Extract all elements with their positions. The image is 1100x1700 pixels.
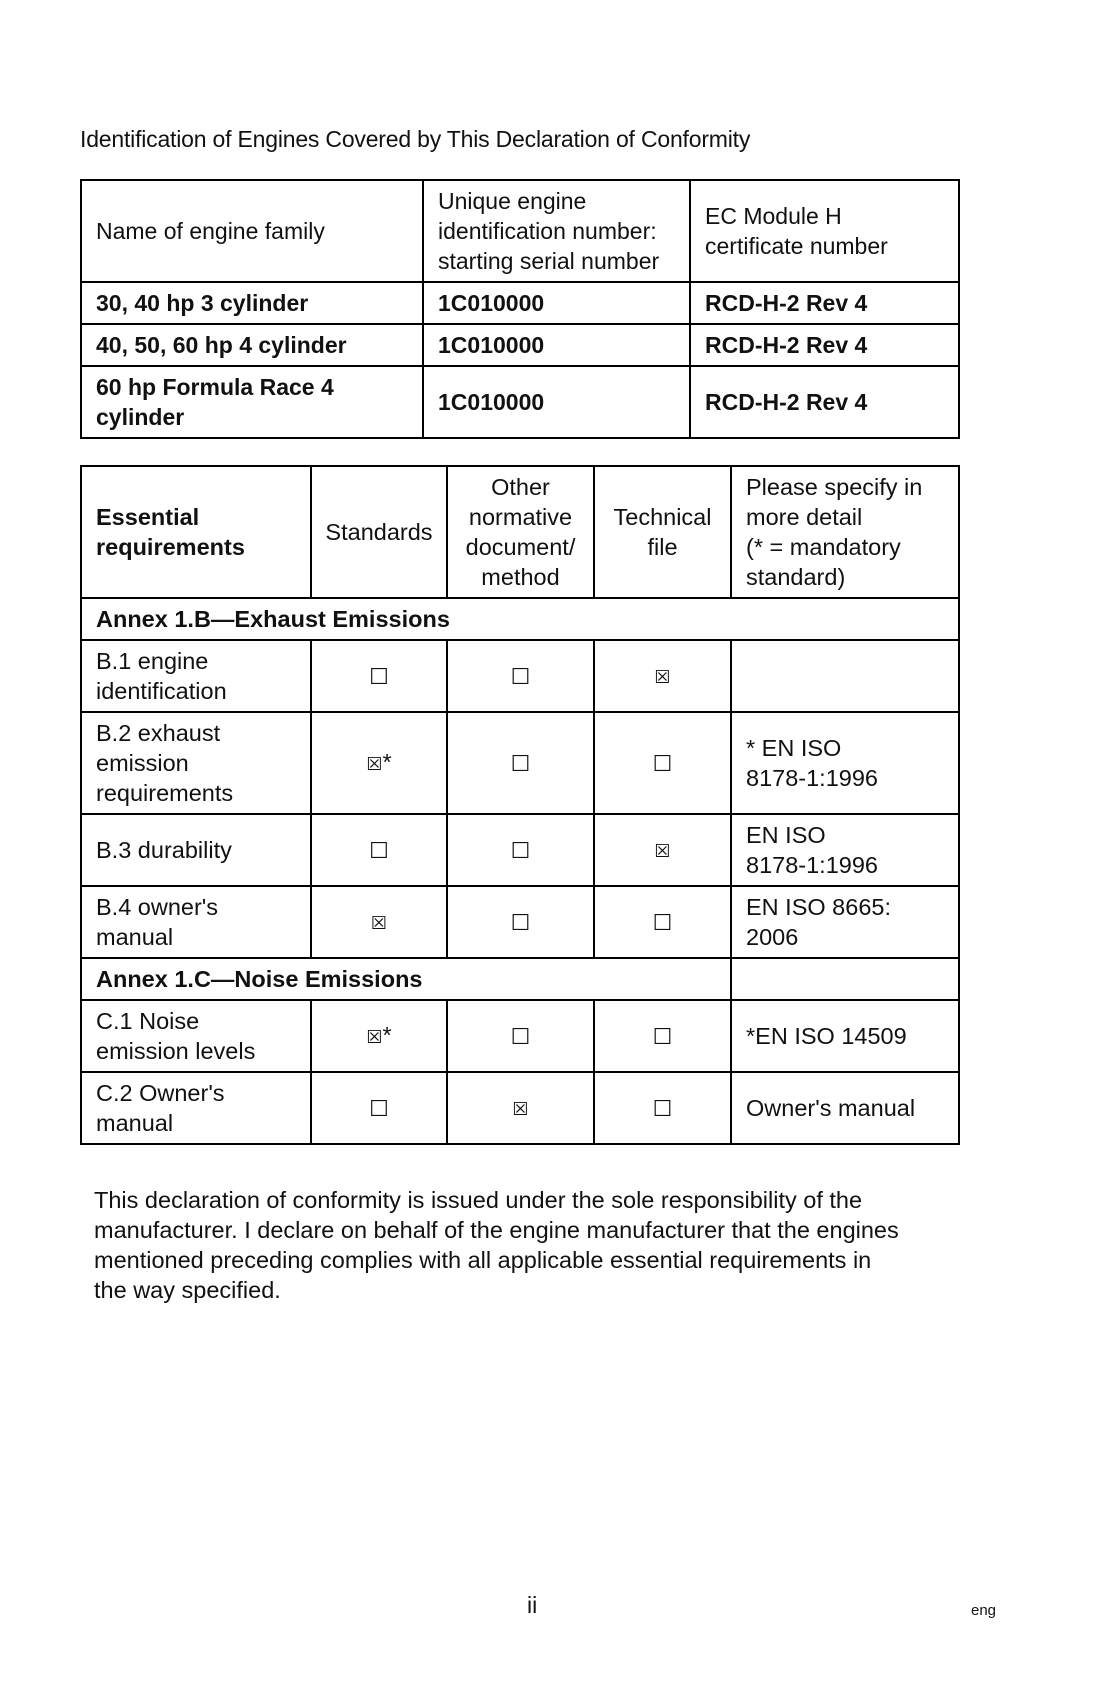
requirement-cell: B.2 exhaust emission requirements: [81, 712, 311, 814]
standards-checkbox: [311, 814, 447, 886]
certificate-cell: RCD-H-2 Rev 4: [690, 324, 959, 366]
other-normative-checkbox: [447, 712, 594, 814]
engine-family-cell: 60 hp Formula Race 4 cylinder: [81, 366, 423, 438]
other-normative-checkbox: [447, 814, 594, 886]
annex-b-row: [81, 598, 959, 640]
standards-checkbox: [311, 1072, 447, 1144]
page-number: ii: [527, 1592, 538, 1618]
header-essential-requirements: Essential requirements: [81, 466, 311, 598]
annex-b-heading: Annex 1.B—Exhaust Emissions: [81, 598, 959, 640]
empty-checkbox-icon: ☐: [510, 750, 531, 776]
certificate-cell: RCD-H-2 Rev 4: [690, 366, 959, 438]
certificate-cell: RCD-H-2 Rev 4: [690, 282, 959, 324]
mandatory-star: *: [382, 1022, 392, 1048]
table-row: [81, 814, 959, 886]
header-serial-number: Unique engine identification number: starting serial number: [423, 180, 690, 282]
checked-checkbox-icon: ☒: [370, 913, 388, 933]
other-normative-checkbox: [447, 1072, 594, 1144]
language-code: eng: [971, 1602, 997, 1619]
essential-requirements-table: [80, 465, 960, 1145]
standards-checkbox: [311, 712, 447, 814]
requirement-cell: C.1 Noise emission levels: [81, 1000, 311, 1072]
empty-checkbox-icon: ☐: [652, 909, 673, 935]
standards-checkbox: [311, 640, 447, 712]
detail-cell: [731, 958, 959, 1000]
serial-number-cell: 1C010000: [423, 324, 690, 366]
checked-checkbox-icon: ☒: [366, 1027, 383, 1047]
technical-file-checkbox: [594, 640, 731, 712]
empty-checkbox-icon: ☐: [652, 1023, 673, 1049]
empty-checkbox-icon: ☐: [510, 663, 531, 689]
table-row: [81, 640, 959, 712]
detail-cell: [731, 640, 959, 712]
checked-checkbox-icon: ☒: [654, 841, 671, 861]
detail-cell: EN ISO 8665: 2006: [731, 886, 959, 958]
table-header-row: [81, 180, 959, 282]
detail-cell: EN ISO 8178-1:1996: [731, 814, 959, 886]
empty-checkbox-icon: ☐: [652, 750, 673, 776]
checked-checkbox-icon: ☒: [654, 667, 671, 687]
header-detail: Please specify in more detail (* = mandatory standard): [731, 466, 959, 598]
checked-checkbox-icon: ☒: [366, 754, 383, 774]
table-row: [81, 324, 959, 366]
other-normative-checkbox: [447, 1000, 594, 1072]
header-engine-family: Name of engine family: [81, 180, 423, 282]
mandatory-star: *: [382, 749, 392, 775]
empty-checkbox-icon: ☐: [510, 1023, 531, 1049]
other-normative-checkbox: [447, 886, 594, 958]
requirement-cell: C.2 Owner's manual: [81, 1072, 311, 1144]
requirement-cell: B.1 engine identification: [81, 640, 311, 712]
table-header-row: [81, 466, 959, 598]
empty-checkbox-icon: ☐: [652, 1095, 673, 1121]
standards-checkbox: [311, 886, 447, 958]
engine-family-cell: 40, 50, 60 hp 4 cylinder: [81, 324, 423, 366]
detail-cell: * EN ISO 8178-1:1996: [731, 712, 959, 814]
serial-number-cell: 1C010000: [423, 366, 690, 438]
other-normative-checkbox: [447, 640, 594, 712]
standards-checkbox: [311, 1000, 447, 1072]
table-row: [81, 886, 959, 958]
checked-checkbox-icon: ☒: [512, 1099, 529, 1119]
empty-checkbox-icon: ☐: [369, 837, 389, 863]
table-row: [81, 712, 959, 814]
detail-cell: Owner's manual: [731, 1072, 959, 1144]
header-technical-file: Technical file: [594, 466, 731, 598]
engine-family-cell: 30, 40 hp 3 cylinder: [81, 282, 423, 324]
table-row: [81, 1072, 959, 1144]
header-certificate-number: EC Module H certificate number: [690, 180, 959, 282]
technical-file-checkbox: [594, 1000, 731, 1072]
header-other-normative: Other normative document/ method: [447, 466, 594, 598]
annex-c-heading: Annex 1.C—Noise Emissions: [81, 958, 731, 1000]
section-heading: Identification of Engines Covered by This Declaration of Conformity: [80, 126, 751, 152]
technical-file-checkbox: [594, 712, 731, 814]
empty-checkbox-icon: ☐: [510, 909, 531, 935]
serial-number-cell: 1C010000: [423, 282, 690, 324]
empty-checkbox-icon: ☐: [369, 663, 389, 689]
empty-checkbox-icon: ☐: [369, 1095, 389, 1121]
requirement-cell: B.3 durability: [81, 814, 311, 886]
detail-cell: *EN ISO 14509: [731, 1000, 959, 1072]
declaration-paragraph: This declaration of conformity is issued under the sole responsibility of the manufacturer. I declare on behalf of the engine manufacturer that the engines mentioned preceding complies with all applicable essential requirements in the way specified.: [94, 1187, 899, 1303]
engine-family-table: [80, 179, 960, 439]
empty-checkbox-icon: ☐: [510, 837, 531, 863]
header-standards: Standards: [311, 466, 447, 598]
table-row: [81, 282, 959, 324]
technical-file-checkbox: [594, 886, 731, 958]
annex-c-row: [81, 958, 959, 1000]
table-row: [81, 366, 959, 438]
technical-file-checkbox: [594, 1072, 731, 1144]
requirement-cell: B.4 owner's manual: [81, 886, 311, 958]
table-row: [81, 1000, 959, 1072]
technical-file-checkbox: [594, 814, 731, 886]
